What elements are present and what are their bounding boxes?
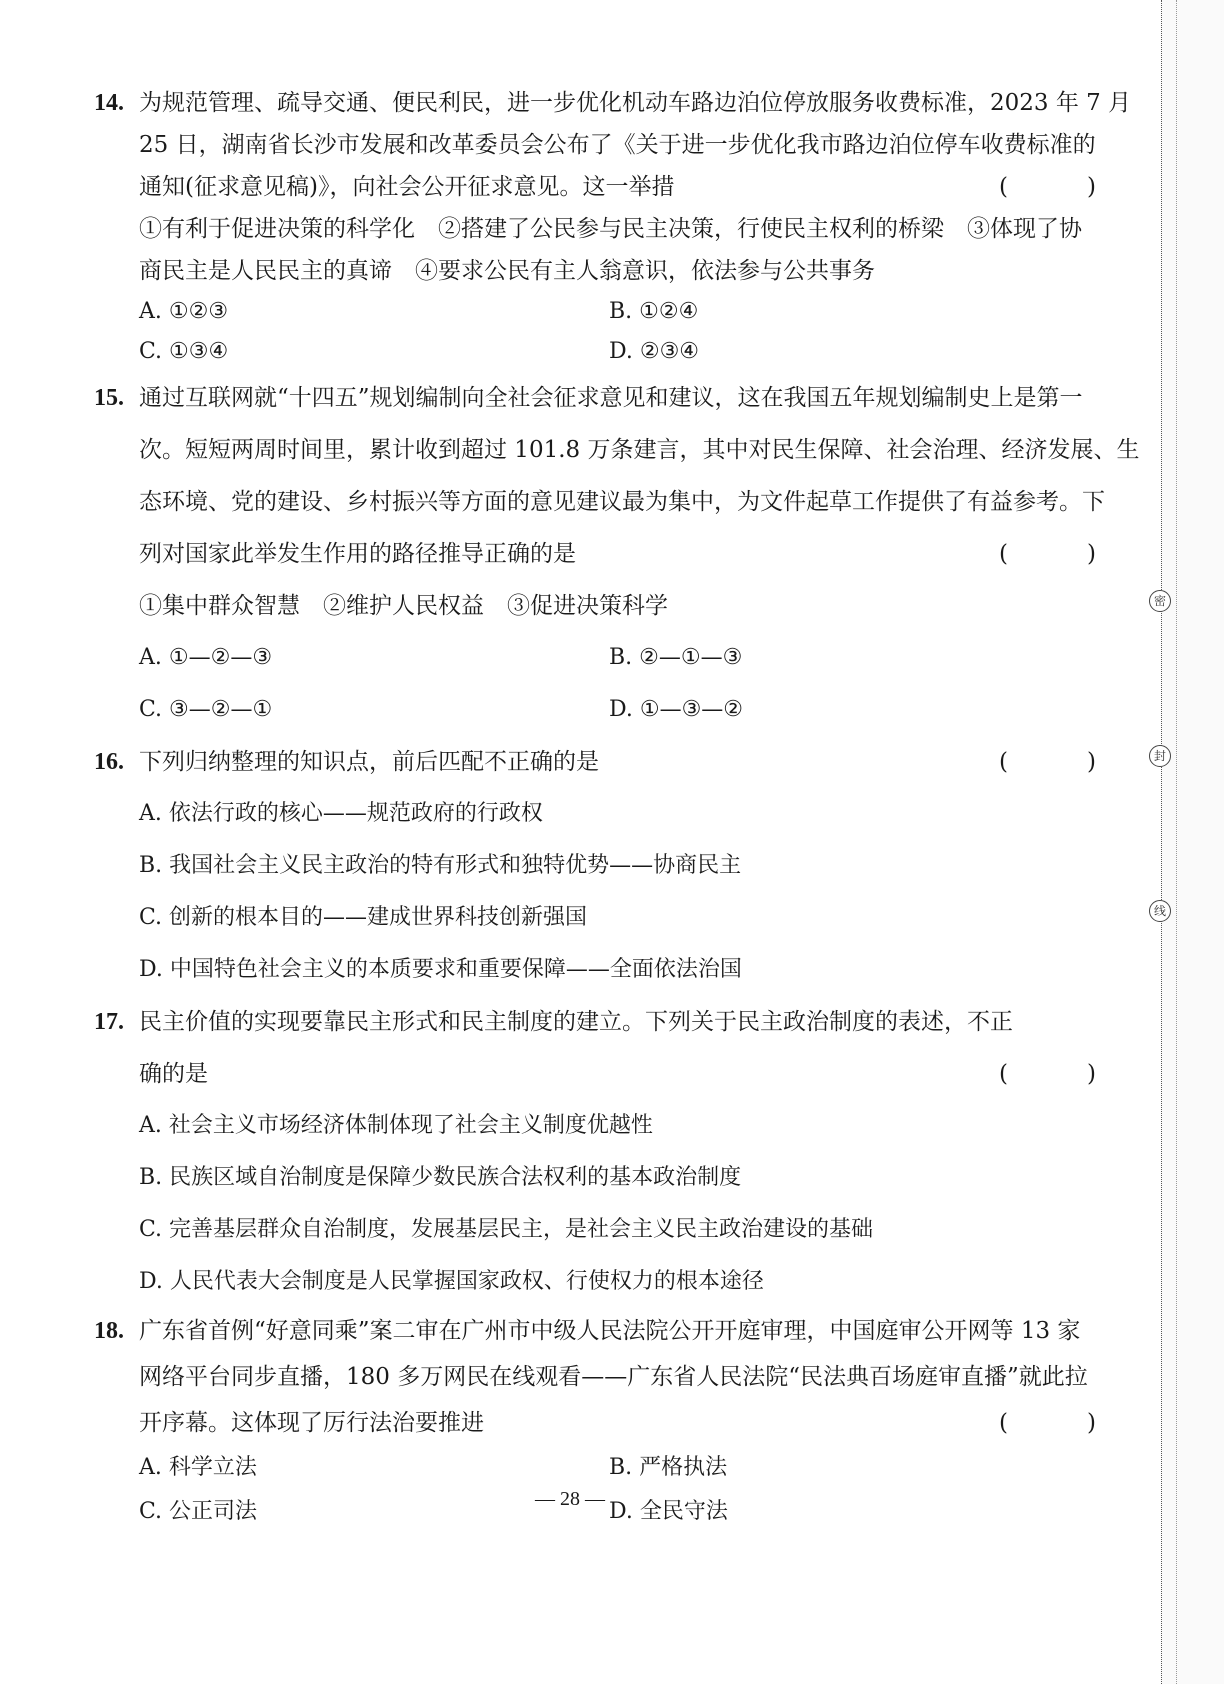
option-d[interactable]: D. 全民守法 [609, 1499, 728, 1524]
question-line [94, 528, 1124, 580]
question-line [94, 372, 1124, 424]
question-line [94, 1400, 1124, 1446]
binding-margin [1153, 0, 1224, 1684]
question-text: 开序幕。这体现了厉行法治要推进 [139, 1410, 484, 1436]
questions-column [94, 82, 1140, 1534]
question-text: 广东省首例“好意同乘”案二审在广州市中级人民法院公开开庭审理，中国庭审公开网等 13 家 [139, 1318, 1081, 1344]
question-15 [94, 372, 1140, 736]
question-text: 为规范管理、疏导交通、便民利民，进一步优化机动车路边泊位停放服务收费标准，2023 年 7 月 [139, 90, 1132, 116]
option-d[interactable]: D. ②③④ [609, 339, 700, 364]
margin-mark-xian: 线 [1149, 900, 1171, 922]
question-16 [94, 736, 1124, 996]
question-line [94, 1048, 1124, 1100]
question-text: 次。短短两周时间里，累计收到超过 101.8 万条建言，其中对民生保障、社会治理、经济发展、生 [139, 437, 1140, 463]
question-number: 14. [94, 90, 124, 116]
option-c[interactable]: C. ③—②—① [139, 697, 273, 722]
question-line [94, 736, 1124, 788]
question-line [94, 996, 1124, 1048]
margin-mark-mi: 密 [1149, 590, 1171, 612]
answer-blank[interactable]: ( ) [999, 541, 1124, 567]
margin-mark-feng: 封 [1149, 745, 1171, 767]
answer-blank[interactable]: ( ) [999, 1410, 1124, 1436]
question-line [94, 82, 1132, 124]
answer-blank[interactable]: ( ) [999, 749, 1124, 775]
option-c[interactable]: C. 创新的根本目的——建成世界科技创新强国 [139, 905, 588, 930]
option-c[interactable]: C. 完善基层群众自治制度，发展基层民主，是社会主义民主政治建设的基础 [139, 1217, 874, 1242]
option-a[interactable]: A. 依法行政的核心——规范政府的行政权 [139, 801, 543, 826]
question-text: 列对国家此举发生作用的路径推导正确的是 [139, 541, 576, 567]
option-b[interactable]: B. 我国社会主义民主政治的特有形式和独特优势——协商民主 [139, 853, 742, 878]
question-number: 15. [94, 385, 124, 411]
option-a[interactable]: A. 科学立法 [139, 1455, 257, 1480]
statement-line: ①集中群众智慧 ②维护人民权益 ③促进决策科学 [139, 593, 668, 619]
question-14 [94, 82, 1132, 372]
option-b[interactable]: B. 民族区域自治制度是保障少数民族合法权利的基本政治制度 [139, 1165, 742, 1190]
option-b[interactable]: B. ①②④ [609, 299, 699, 324]
question-text: 确的是 [139, 1061, 208, 1087]
question-number: 16. [94, 749, 124, 775]
page-number: — 28 — [535, 1488, 605, 1510]
statement-line: 商民主是人民民主的真谛 ④要求公民有主人翁意识，依法参与公共事务 [139, 258, 875, 284]
question-text: 通过互联网就“十四五”规划编制向全社会征求意见和建议，这在我国五年规划编制史上是第一 [139, 385, 1083, 411]
option-a[interactable]: A. 社会主义市场经济体制体现了社会主义制度优越性 [139, 1113, 653, 1138]
question-text: 网络平台同步直播，180 多万网民在线观看——广东省人民法院“民法典百场庭审直播”就此拉 [139, 1364, 1088, 1390]
question-text: 25 日，湖南省长沙市发展和改革委员会公布了《关于进一步优化我市路边泊位停车收费标准的 [139, 132, 1096, 158]
options-grid [94, 632, 1124, 736]
options-grid [94, 292, 1124, 372]
option-a[interactable]: A. ①②③ [139, 299, 229, 324]
option-a[interactable]: A. ①—②—③ [139, 645, 273, 670]
question-17 [94, 996, 1124, 1308]
option-d[interactable]: D. 中国特色社会主义的本质要求和重要保障——全面依法治国 [139, 957, 742, 982]
question-line [94, 166, 1124, 208]
question-number: 18. [94, 1318, 124, 1344]
option-c[interactable]: C. 公正司法 [139, 1499, 258, 1524]
option-b[interactable]: B. ②—①—③ [609, 645, 743, 670]
option-b[interactable]: B. 严格执法 [609, 1455, 728, 1480]
statement-line: ①有利于促进决策的科学化 ②搭建了公民参与民主决策，行使民主权利的桥梁 ③体现了协 [139, 216, 1082, 242]
question-text: 通知(征求意见稿)》，向社会公开征求意见。这一举措 [139, 174, 675, 200]
option-d[interactable]: D. ①—③—② [609, 697, 744, 722]
question-number: 17. [94, 1009, 124, 1035]
question-text: 态环境、党的建设、乡村振兴等方面的意见建议最为集中，为文件起草工作提供了有益参考。下 [139, 489, 1105, 515]
option-c[interactable]: C. ①③④ [139, 339, 229, 364]
question-text: 下列归纳整理的知识点，前后匹配不正确的是 [139, 749, 599, 775]
option-d[interactable]: D. 人民代表大会制度是人民掌握国家政权、行使权力的根本途径 [139, 1269, 764, 1294]
question-text: 民主价值的实现要靠民主形式和民主制度的建立。下列关于民主政治制度的表述，不正 [139, 1009, 1013, 1035]
answer-blank[interactable]: ( ) [999, 174, 1124, 200]
question-line [94, 1308, 1124, 1354]
answer-blank[interactable]: ( ) [999, 1061, 1124, 1087]
